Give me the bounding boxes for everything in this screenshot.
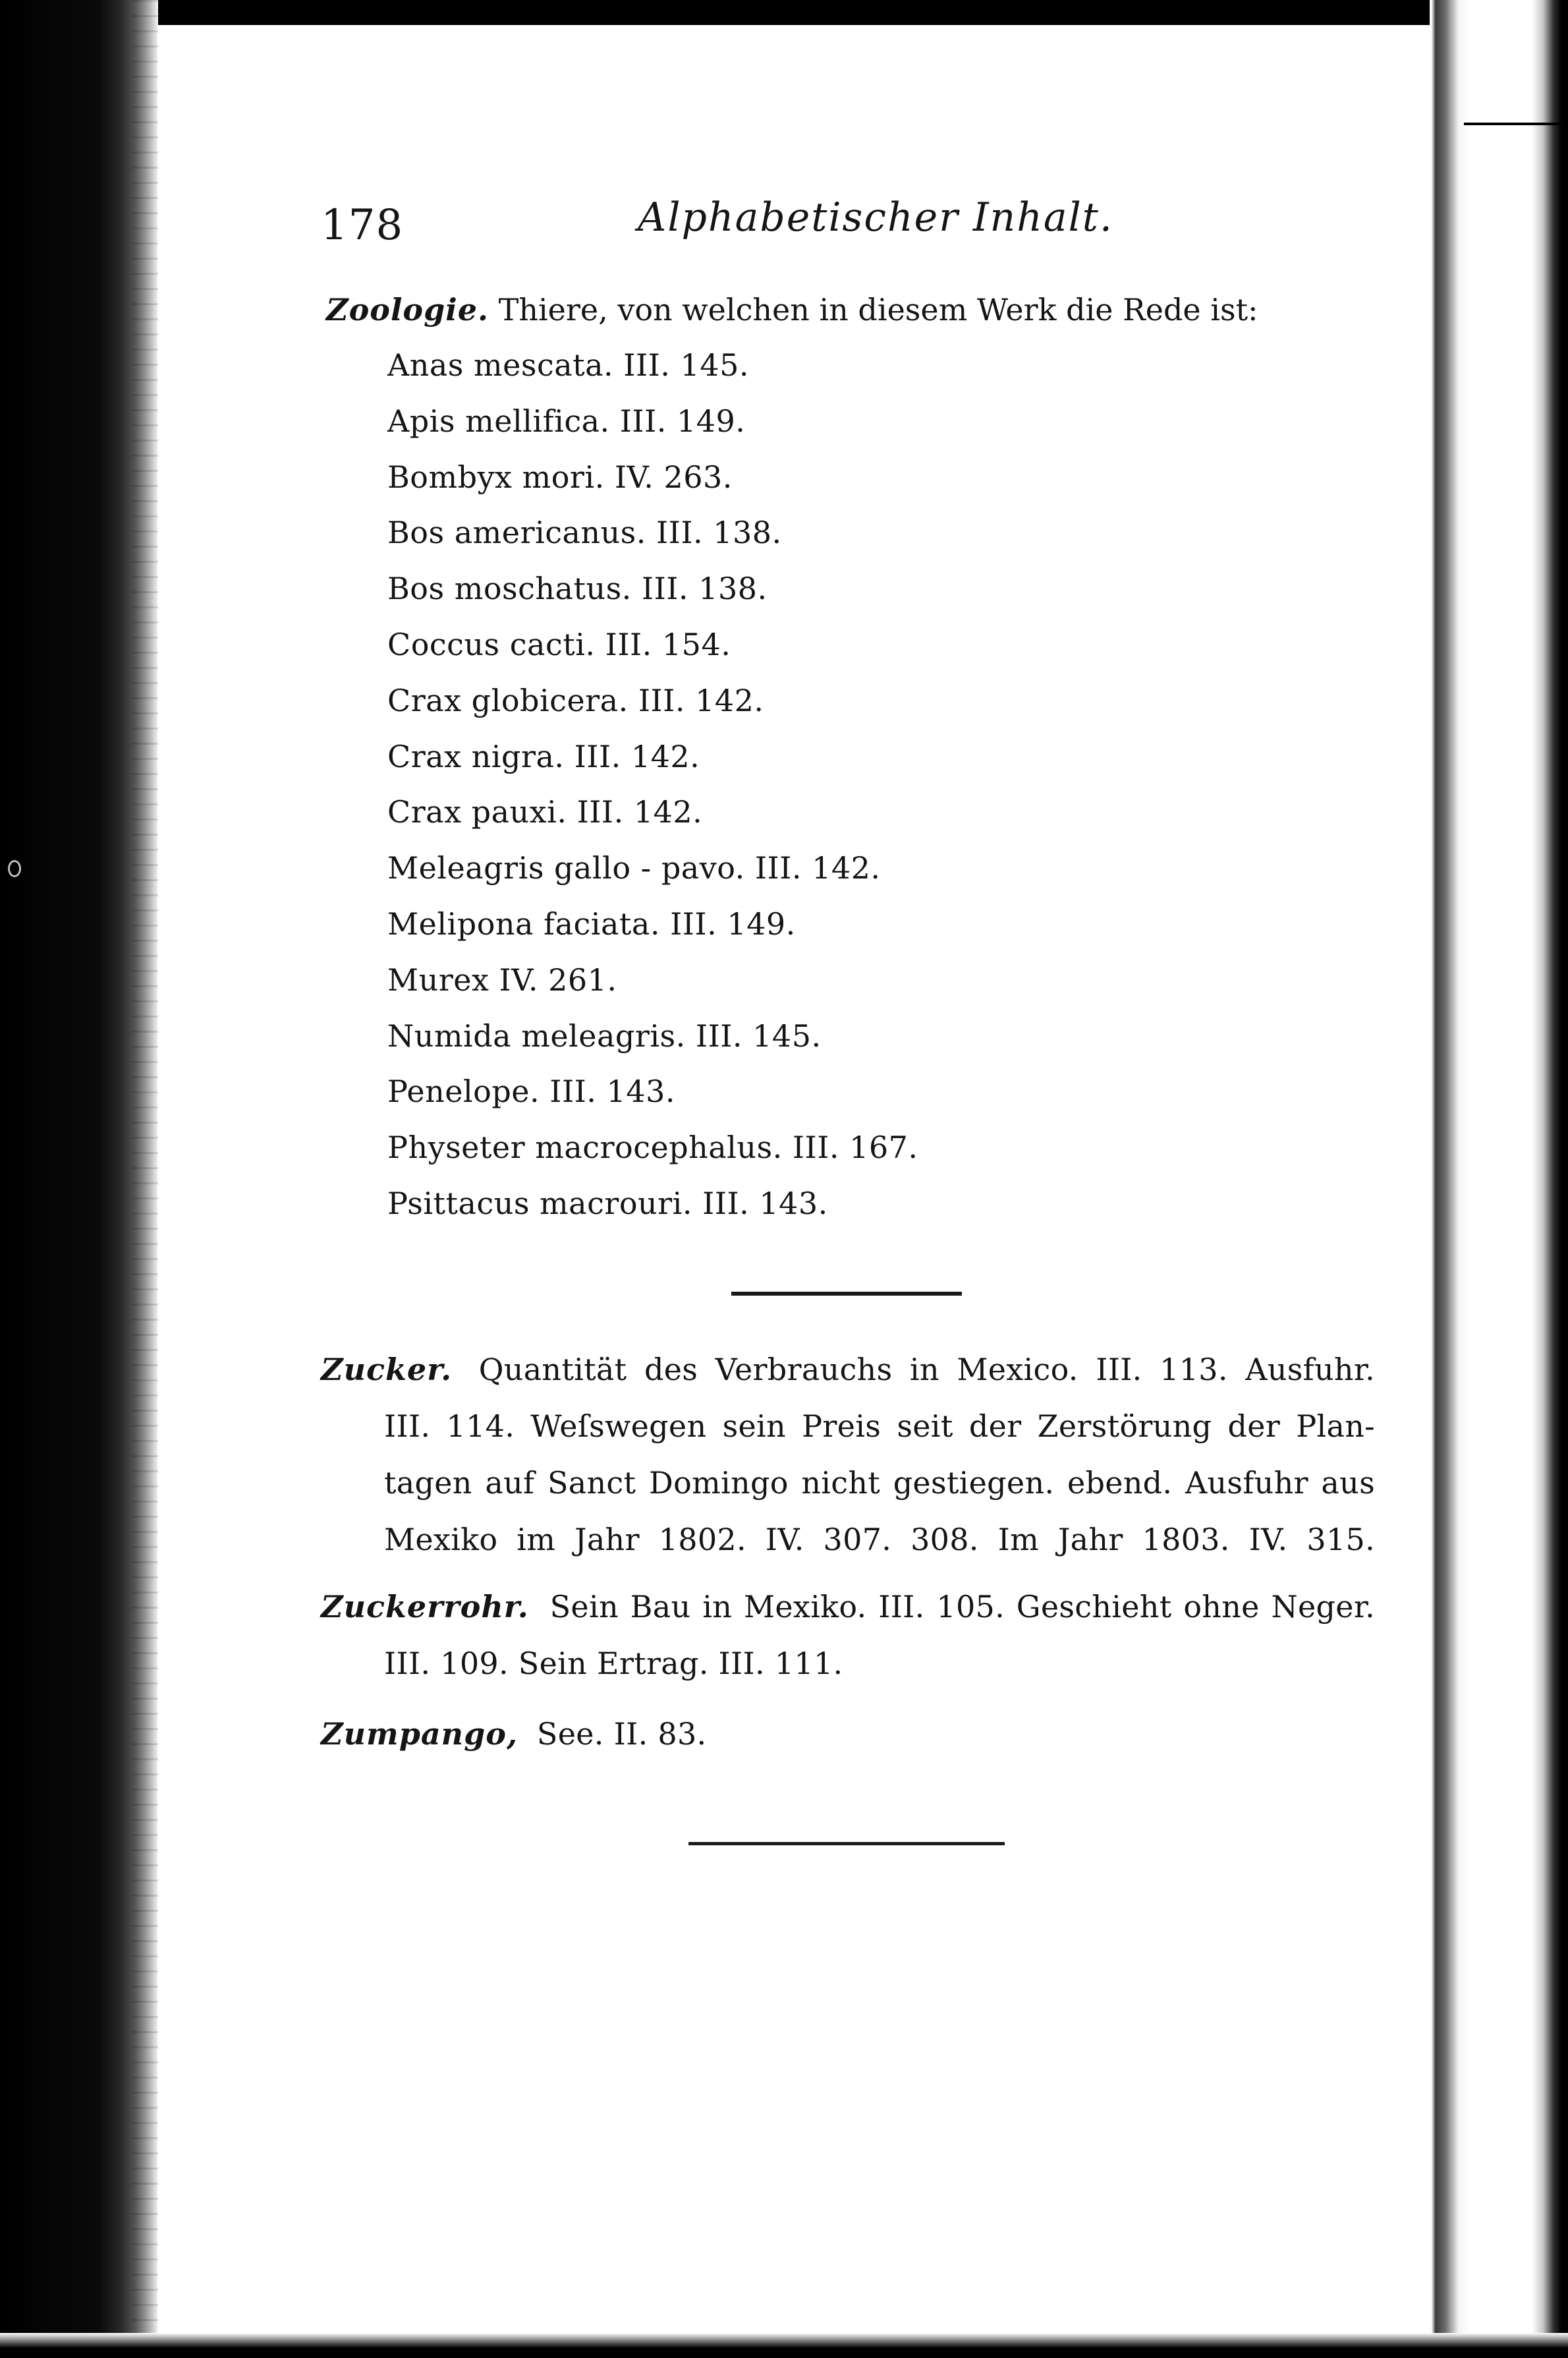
entry-line: tagen auf Sanct Domingo nicht gestiegen. ebend. Ausfuhr aus [384,1465,1375,1501]
index-entry-zuckerrohr [321,1578,1375,1692]
scan-artifact [8,860,21,877]
entry-term: Zumpango, [321,1716,518,1752]
species-item: Bos americanus. III. 138. [387,515,782,551]
species-item: Penelope. III. 143. [387,1074,675,1110]
entry-line [321,1706,1375,1762]
section-divider [731,1292,962,1296]
running-title: Alphabetischer Inhalt. [638,194,1113,241]
species-item: Bos moschatus. III. 138. [387,571,768,607]
species-item: Crax nigra. III. 142. [387,738,700,774]
index-entry-zoologie [326,282,1354,337]
entry-text: Sein Bau in Mexiko. III. 105. Geschieht ohne Neger. [549,1589,1375,1625]
species-list [387,337,1310,1232]
entry-intro: Thiere, von welchen in diesem Werk die Rede ist: [498,292,1258,328]
species-item: Numida meleagris. III. 145. [387,1018,822,1054]
entry-line: III. 109. Sein Ertrag. III. 111. [384,1646,843,1681]
entry-text: See. II. 83. [536,1716,707,1752]
species-item: Coccus cacti. III. 154. [387,626,731,662]
entry-line: Mexiko im Jahr 1802. IV. 307. 308. Im Jahr 1803. IV. 315. [384,1522,1375,1557]
scan-border-right [1430,0,1568,2358]
index-entry-zumpango [321,1706,1375,1762]
entry-term: Zucker. [321,1352,453,1387]
end-divider [688,1842,1005,1845]
scan-border-bottom [0,2333,1568,2358]
entry-line [321,1578,1375,1635]
species-item: Anas mescata. III. 145. [387,347,749,383]
entry-text: Quantität des Verbrauchs in Mexico. III. 113. Ausfuhr. [478,1352,1375,1387]
entry-term: Zuckerrohr. [321,1589,529,1625]
book-gutter-texture [132,0,158,2358]
entry-term: Zoologie. [326,292,490,328]
species-item: Meleagris gallo - pavo. III. 142. [387,850,881,886]
entry-line [321,1341,1375,1398]
species-item: Crax globicera. III. 142. [387,682,764,718]
entry-line: III. 114. Weſswegen sein Preis seit der Zerstörung der Plan- [384,1408,1375,1444]
species-item: Psittacus macrouri. III. 143. [387,1185,828,1221]
species-item: Murex IV. 261. [387,962,617,998]
page-number: 178 [321,201,404,250]
species-item: Melipona faciata. III. 149. [387,906,796,942]
next-page-edge-line [1464,123,1568,125]
species-item: Bombyx mori. IV. 263. [387,459,733,495]
scan-border-top [0,0,1568,25]
species-item: Physeter macrocephalus. III. 167. [387,1130,918,1166]
species-item: Apis mellifica. III. 149. [387,403,746,439]
species-item: Crax pauxi. III. 142. [387,794,703,830]
index-entry-zucker [321,1341,1375,1568]
